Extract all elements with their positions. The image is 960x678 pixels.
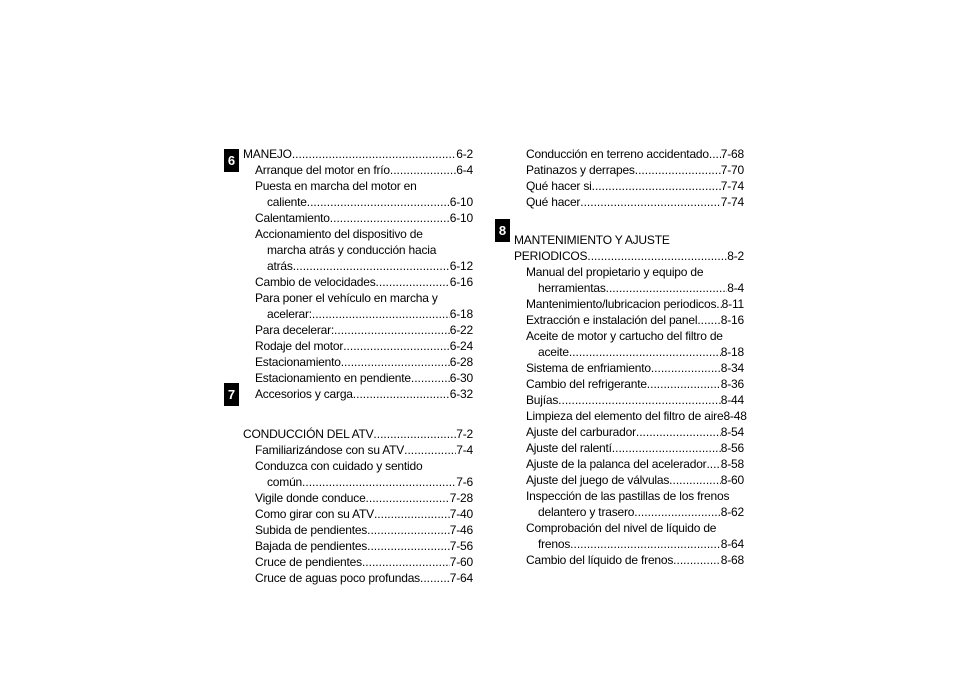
toc-entry-page: 6-32 (449, 387, 473, 401)
dot-leader (374, 506, 450, 522)
dot-leader (612, 440, 721, 456)
toc-entry-line: Manual del propietario y equipo de (526, 265, 704, 279)
toc-entry[interactable] (243, 370, 473, 386)
toc-entry-page: 6-24 (449, 339, 473, 353)
toc-entry-text: Ajuste del juego de válvulas (526, 473, 670, 487)
toc-entry-page: 7-70 (720, 163, 744, 177)
toc-entry-page: 6-18 (449, 307, 473, 321)
toc-entry[interactable] (243, 442, 473, 458)
section-7-marker: 7 (224, 383, 239, 406)
toc-entry-text: Bajada de pendientes (255, 539, 368, 553)
toc-entry[interactable] (243, 274, 473, 290)
toc-entry-text: acelerar: (267, 307, 312, 321)
toc-entry-page: 8-54 (720, 425, 744, 439)
toc-page: 8-2 (727, 249, 744, 263)
dot-leader (334, 322, 450, 338)
toc-entry[interactable] (243, 458, 473, 490)
dot-leader (376, 274, 450, 290)
toc-entry-text: Arranque del motor en frío (255, 163, 390, 177)
toc-section-7-continued-items (514, 146, 744, 210)
toc-entry-page: 6-28 (449, 355, 473, 369)
toc-entry-text: Vigile donde conduce (255, 491, 366, 505)
toc-title: CONDUCCIÓN DEL ATV (243, 427, 374, 441)
toc-entry-line: Comprobación del nivel de líquido de (526, 521, 717, 535)
toc-entry[interactable] (514, 488, 744, 520)
toc-entry[interactable] (243, 162, 473, 178)
toc-entry-text: Accesorios y carga (255, 387, 353, 401)
toc-page: 7-2 (456, 427, 473, 441)
section-8-marker: 8 (495, 219, 510, 242)
toc-entry-page: 8-68 (720, 553, 744, 567)
toc-entry[interactable] (514, 296, 744, 312)
dot-leader (569, 344, 721, 360)
dot-leader (697, 312, 720, 328)
dot-leader (366, 490, 450, 506)
toc-entry-line: Puesta en marcha del motor en (255, 179, 417, 193)
dot-leader (636, 424, 721, 440)
toc-entry-text: Rodaje del motor (255, 339, 344, 353)
toc-entry-page: 6-4 (456, 163, 473, 177)
toc-entry-text: Bujías (526, 393, 559, 407)
toc-entry-text: Cambio del refrigerante (526, 377, 647, 391)
toc-entry[interactable] (514, 552, 744, 568)
dot-leader (330, 210, 450, 226)
toc-entry-text: Calentamiento (255, 211, 330, 225)
toc-entry[interactable] (243, 538, 473, 554)
dot-leader (404, 442, 456, 458)
dot-leader (570, 536, 721, 552)
toc-entry-text: Extracción e instalación del panel (526, 313, 698, 327)
toc-entry-text: delantero y trasero (538, 505, 635, 519)
dot-leader (420, 570, 450, 586)
toc-entry[interactable] (514, 312, 744, 328)
toc-section-6[interactable] (243, 146, 473, 162)
toc-entry-page: 7-40 (449, 507, 473, 521)
toc-entry-line: Para poner el vehículo en marcha y (255, 291, 438, 305)
dot-leader (302, 474, 456, 490)
toc-title: MANEJO (243, 147, 292, 161)
dot-leader (343, 338, 450, 354)
dot-leader (592, 178, 721, 194)
toc-entry-text: Patinazos y derrapes (526, 163, 635, 177)
toc-entry-page: 6-12 (449, 259, 473, 273)
toc-entry[interactable] (514, 520, 744, 552)
toc-entry[interactable] (514, 194, 744, 210)
toc-entry[interactable] (514, 440, 744, 456)
toc-entry-text: Estacionamiento en pendiente (255, 371, 411, 385)
dot-leader (312, 306, 450, 322)
toc-entry[interactable] (243, 354, 473, 370)
toc-entry[interactable] (243, 386, 473, 402)
toc-entry-page: 7-46 (449, 523, 473, 537)
toc-entry[interactable] (243, 178, 473, 210)
toc-entry-text: aceite (538, 345, 569, 359)
toc-entry-page: 8-64 (720, 537, 744, 551)
toc-entry[interactable] (243, 210, 473, 226)
toc-entry[interactable] (514, 472, 744, 488)
toc-entry-page: 8-16 (720, 313, 744, 327)
dot-leader (307, 194, 450, 210)
toc-entry-page: 7-28 (449, 491, 473, 505)
toc-entry-text: común (267, 475, 303, 489)
toc-entry-page: 8-58 (720, 457, 744, 471)
toc-entry[interactable] (243, 226, 473, 274)
toc-entry-text: Cambio de velocidades (255, 275, 376, 289)
dot-leader (558, 392, 721, 408)
toc-section-7-items (243, 442, 473, 586)
toc-entry[interactable] (243, 322, 473, 338)
toc-entry[interactable] (514, 328, 744, 360)
toc-entry-text: Estacionamiento (255, 355, 341, 369)
toc-entry[interactable] (243, 570, 473, 586)
toc-entry[interactable] (514, 456, 744, 472)
toc-entry-text: Cruce de pendientes (255, 555, 362, 569)
dot-leader (390, 162, 456, 178)
dot-leader (293, 258, 450, 274)
dot-leader (362, 554, 450, 570)
toc-entry[interactable] (514, 392, 744, 408)
dot-leader (651, 360, 721, 376)
dot-leader (647, 376, 721, 392)
toc-entry[interactable] (243, 554, 473, 570)
toc-entry-page: 7-68 (720, 147, 744, 161)
toc-entry-page: 8-34 (720, 361, 744, 375)
toc-entry-page: 7-74 (720, 179, 744, 193)
toc-entry-page: 8-11 (721, 297, 744, 311)
toc-entry-page: 8-60 (720, 473, 744, 487)
toc-entry-text: Subida de pendientes (255, 523, 368, 537)
toc-entry-page: 6-16 (449, 275, 473, 289)
toc-entry[interactable] (514, 360, 744, 376)
section-6-marker: 6 (224, 149, 239, 172)
toc-entry[interactable] (514, 146, 744, 162)
toc-entry-page: 6-22 (449, 323, 473, 337)
toc-entry-text: Qué hacer (526, 195, 581, 209)
toc-section-8[interactable] (514, 232, 744, 264)
dot-leader (635, 162, 721, 178)
toc-entry-line: Accionamiento del dispositivo de (255, 227, 423, 241)
dot-leader (709, 146, 721, 162)
dot-leader (367, 522, 450, 538)
dot-leader (706, 456, 720, 472)
toc-entry-line: Aceite de motor y cartucho del filtro de (526, 329, 723, 343)
toc-entry-text: Qué hacer si (526, 179, 592, 193)
toc-page: 6-2 (456, 147, 473, 161)
toc-entry-text: Cruce de aguas poco profundas (255, 571, 420, 585)
toc-entry[interactable] (243, 506, 473, 522)
toc-entry-page: 7-74 (720, 195, 744, 209)
toc-entry-text: caliente (267, 195, 307, 209)
toc-entry-text: Sistema de enfriamiento (526, 361, 651, 375)
toc-entry-page: 7-64 (449, 571, 473, 585)
dot-leader (669, 472, 721, 488)
toc-entry-text: Mantenimiento/lubricacion periodicos (526, 297, 717, 311)
toc-column-left (243, 146, 473, 586)
toc-title-line: MANTENIMIENTO Y AJUSTE (514, 233, 670, 247)
toc-entry-text: frenos (538, 537, 571, 551)
toc-entry-text: Ajuste del carburador (526, 425, 636, 439)
toc-entry[interactable] (243, 490, 473, 506)
toc-title: PERIODICOS (514, 249, 588, 263)
toc-entry[interactable] (514, 264, 744, 296)
dot-leader (634, 504, 721, 520)
toc-entry-page: 6-10 (449, 211, 473, 225)
dot-leader (367, 538, 450, 554)
toc-entry[interactable] (514, 424, 744, 440)
toc-entry[interactable] (243, 290, 473, 322)
toc-entry-page: 6-10 (449, 195, 473, 209)
toc-column-right (514, 146, 747, 568)
toc-entry-text: herramientas (538, 281, 606, 295)
toc-entry-page: 8-48 (723, 409, 747, 423)
toc-entry-page: 8-44 (720, 393, 744, 407)
dot-leader (411, 370, 450, 386)
toc-entry-page: 7-6 (456, 475, 473, 489)
toc-entry-text: Cambio del líquido de frenos (526, 553, 674, 567)
toc-entry-text: Conducción en terreno accidentado (526, 147, 709, 161)
toc-entry-page: 7-56 (449, 539, 473, 553)
toc-entry-text: Limpieza del elemento del filtro de aire (526, 409, 724, 423)
toc-entry-page: 8-36 (720, 377, 744, 391)
toc-entry-page: 8-56 (720, 441, 744, 455)
toc-entry-page: 8-18 (720, 345, 744, 359)
dot-leader (606, 280, 728, 296)
dot-leader (353, 386, 450, 402)
toc-entry-page: 8-62 (720, 505, 744, 519)
dot-leader (673, 552, 721, 568)
toc-section-6-items (243, 162, 473, 402)
toc-entry-line: Conduzca con cuidado y sentido (255, 459, 423, 473)
toc-entry[interactable] (514, 376, 744, 392)
toc-entry-line: Inspección de las pastillas de los frenos (526, 489, 730, 503)
toc-entry-text: Ajuste de la palanca del acelerador (526, 457, 707, 471)
toc-entry-text: atrás (267, 259, 293, 273)
toc-entry-text: Familiarizándose con su ATV (255, 443, 405, 457)
toc-entry-text: Como girar con su ATV (255, 507, 374, 521)
dot-leader (580, 194, 721, 210)
toc-entry-text: Ajuste del ralentí (526, 441, 612, 455)
toc-entry[interactable] (514, 178, 744, 194)
toc-section-7[interactable] (243, 426, 473, 442)
toc-entry[interactable] (243, 522, 473, 538)
toc-entry[interactable] (243, 338, 473, 354)
toc-section-8-items (514, 264, 747, 568)
toc-entry-text: Para decelerar: (255, 323, 335, 337)
toc-entry-line: marcha atrás y conducción hacia (267, 243, 437, 257)
toc-entry-page: 7-4 (456, 443, 473, 457)
toc-entry[interactable] (514, 162, 744, 178)
toc-entry-page: 8-4 (727, 281, 744, 295)
toc-entry-page: 7-60 (449, 555, 473, 569)
toc-entry-page: 6-30 (449, 371, 473, 385)
toc-entry[interactable] (514, 408, 747, 424)
dot-leader (341, 354, 450, 370)
